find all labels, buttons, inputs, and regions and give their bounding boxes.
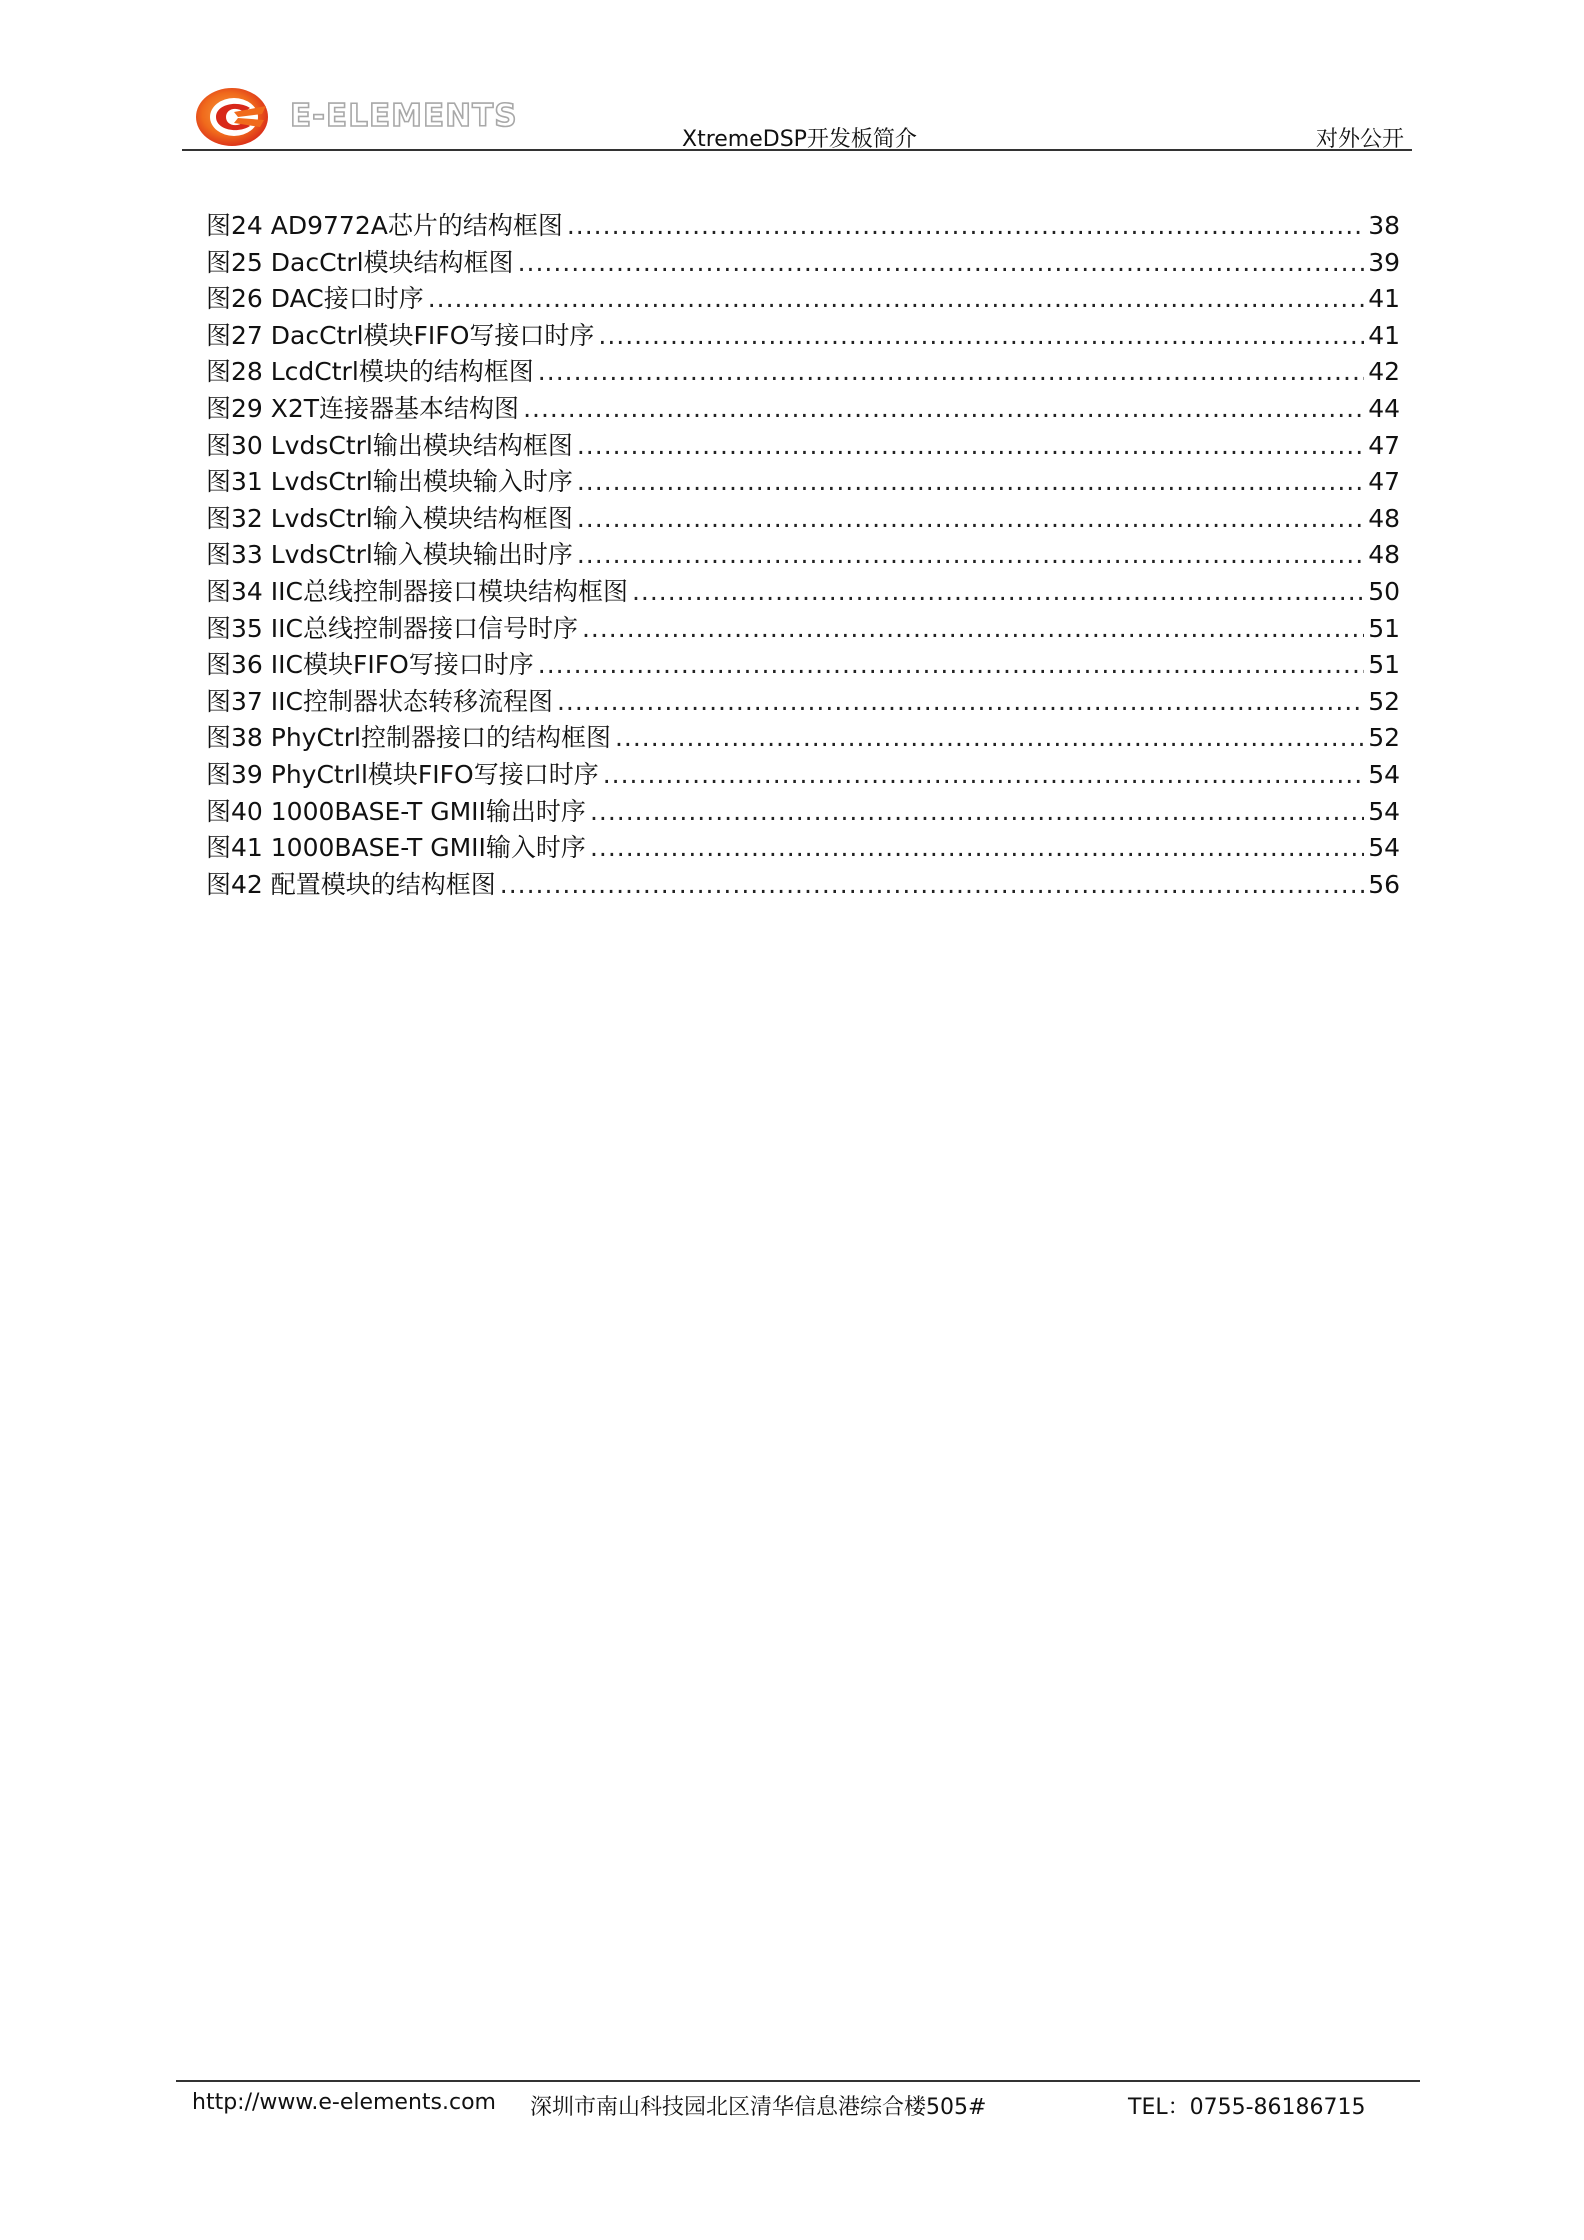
toc-leader-dots: [577, 501, 1364, 537]
toc-entry-label: 图36 IIC模块FIFO写接口时序: [206, 650, 534, 680]
toc-entry-page: 50: [1368, 576, 1400, 606]
toc-entry-label: 图27 DacCtrl模块FIFO写接口时序: [206, 320, 595, 350]
figure-list: [206, 208, 1400, 903]
toc-entry-page: 52: [1368, 723, 1400, 753]
toc-entry-page: 54: [1368, 759, 1400, 789]
toc-leader-dots: [577, 537, 1364, 573]
toc-entry[interactable]: [206, 391, 1400, 428]
toc-entry[interactable]: [206, 830, 1400, 867]
toc-entry[interactable]: [206, 720, 1400, 757]
logo-mark-icon: [194, 84, 284, 148]
toc-entry-label: 图24 AD9772A芯片的结构框图: [206, 211, 563, 240]
toc-leader-dots: [632, 574, 1364, 610]
toc-entry-page: 56: [1368, 869, 1400, 899]
toc-entry-label: 图33 LvdsCtrl输入模块输出时序: [206, 540, 573, 570]
toc-entry-page: 54: [1368, 796, 1400, 826]
toc-entry-label: 图26 DAC接口时序: [206, 284, 424, 314]
toc-entry[interactable]: [206, 318, 1400, 355]
toc-entry-label: 图37 IIC控制器状态转移流程图: [206, 686, 553, 716]
toc-leader-dots: [615, 720, 1364, 756]
toc-leader-dots: [523, 391, 1364, 427]
toc-leader-dots: [538, 647, 1364, 683]
toc-entry-page: 48: [1368, 503, 1400, 533]
toc-leader-dots: [577, 428, 1364, 464]
toc-entry[interactable]: [206, 684, 1400, 721]
toc-entry-page: 51: [1368, 613, 1400, 643]
toc-leader-dots: [518, 245, 1365, 281]
toc-leader-dots: [567, 208, 1364, 244]
toc-entry-page: 51: [1368, 650, 1400, 680]
toc-entry-label: 图35 IIC总线控制器接口信号时序: [206, 613, 578, 643]
toc-entry-label: 图34 IIC总线控制器接口模块结构框图: [206, 576, 628, 606]
toc-entry-page: 39: [1368, 247, 1400, 277]
toc-entry-label: 图40 1000BASE-T GMII输出时序: [206, 796, 586, 826]
toc-leader-dots: [538, 354, 1364, 390]
toc-entry-label: 图38 PhyCtrl控制器接口的结构框图: [206, 723, 611, 753]
toc-leader-dots: [500, 867, 1364, 903]
toc-entry-label: 图29 X2T连接器基本结构图: [206, 393, 520, 423]
toc-entry[interactable]: [206, 611, 1400, 648]
logo-text: E-ELEMENTS: [290, 98, 518, 134]
toc-entry-page: 48: [1368, 540, 1400, 570]
toc-entry-label: 图39 PhyCtrll模块FIFO写接口时序: [206, 759, 599, 789]
toc-entry[interactable]: [206, 794, 1400, 831]
phone-number: TEL：0755-86186715: [1128, 2095, 1366, 2120]
toc-leader-dots: [582, 611, 1364, 647]
document-title: XtremeDSP开发板简介: [682, 127, 917, 152]
toc-entry[interactable]: [206, 428, 1400, 465]
toc-entry[interactable]: [206, 208, 1400, 245]
toc-leader-dots: [428, 281, 1364, 317]
toc-entry[interactable]: [206, 281, 1400, 318]
toc-entry-label: 图28 LcdCtrl模块的结构框图: [206, 357, 534, 387]
toc-leader-dots: [598, 318, 1364, 354]
toc-entry[interactable]: [206, 757, 1400, 794]
toc-leader-dots: [590, 830, 1364, 866]
toc-leader-dots: [603, 757, 1364, 793]
company-address: 深圳市南山科技园北区清华信息港综合楼505#: [530, 2095, 987, 2120]
toc-entry-label: 图31 LvdsCtrl输出模块输入时序: [206, 467, 573, 497]
toc-entry[interactable]: [206, 867, 1400, 904]
footer-divider: [176, 2080, 1420, 2082]
page-header: [182, 78, 1412, 150]
company-logo: [194, 84, 614, 148]
toc-entry-label: 图30 LvdsCtrl输出模块结构框图: [206, 430, 573, 460]
classification-label: 对外公开: [1315, 127, 1404, 152]
toc-entry-label: 图25 DacCtrl模块结构框图: [206, 247, 514, 277]
toc-entry-label: 图42 配置模块的结构框图: [206, 869, 496, 899]
toc-entry-page: 47: [1368, 430, 1400, 460]
toc-entry-page: 54: [1368, 833, 1400, 863]
toc-leader-dots: [577, 464, 1364, 500]
toc-entry-page: 44: [1368, 393, 1400, 423]
toc-entry-page: 52: [1368, 686, 1400, 716]
header-divider: [182, 149, 1412, 151]
toc-entry[interactable]: [206, 574, 1400, 611]
website-link[interactable]: http://www.e-elements.com: [192, 2090, 496, 2115]
toc-entry-label: 图32 LvdsCtrl输入模块结构框图: [206, 503, 573, 533]
toc-entry[interactable]: [206, 354, 1400, 391]
page-footer: [176, 2080, 1420, 2130]
toc-entry-page: 42: [1368, 357, 1400, 387]
toc-leader-dots: [590, 794, 1364, 830]
toc-entry[interactable]: [206, 537, 1400, 574]
toc-entry-label: 图41 1000BASE-T GMII输入时序: [206, 833, 586, 863]
toc-leader-dots: [557, 684, 1364, 720]
toc-entry-page: 41: [1368, 284, 1400, 314]
toc-entry[interactable]: [206, 464, 1400, 501]
toc-entry[interactable]: [206, 647, 1400, 684]
toc-entry[interactable]: [206, 501, 1400, 538]
toc-entry-page: 41: [1368, 320, 1400, 350]
toc-entry-page: 47: [1368, 467, 1400, 497]
toc-entry-page: 38: [1368, 211, 1400, 240]
toc-entry[interactable]: [206, 245, 1400, 282]
